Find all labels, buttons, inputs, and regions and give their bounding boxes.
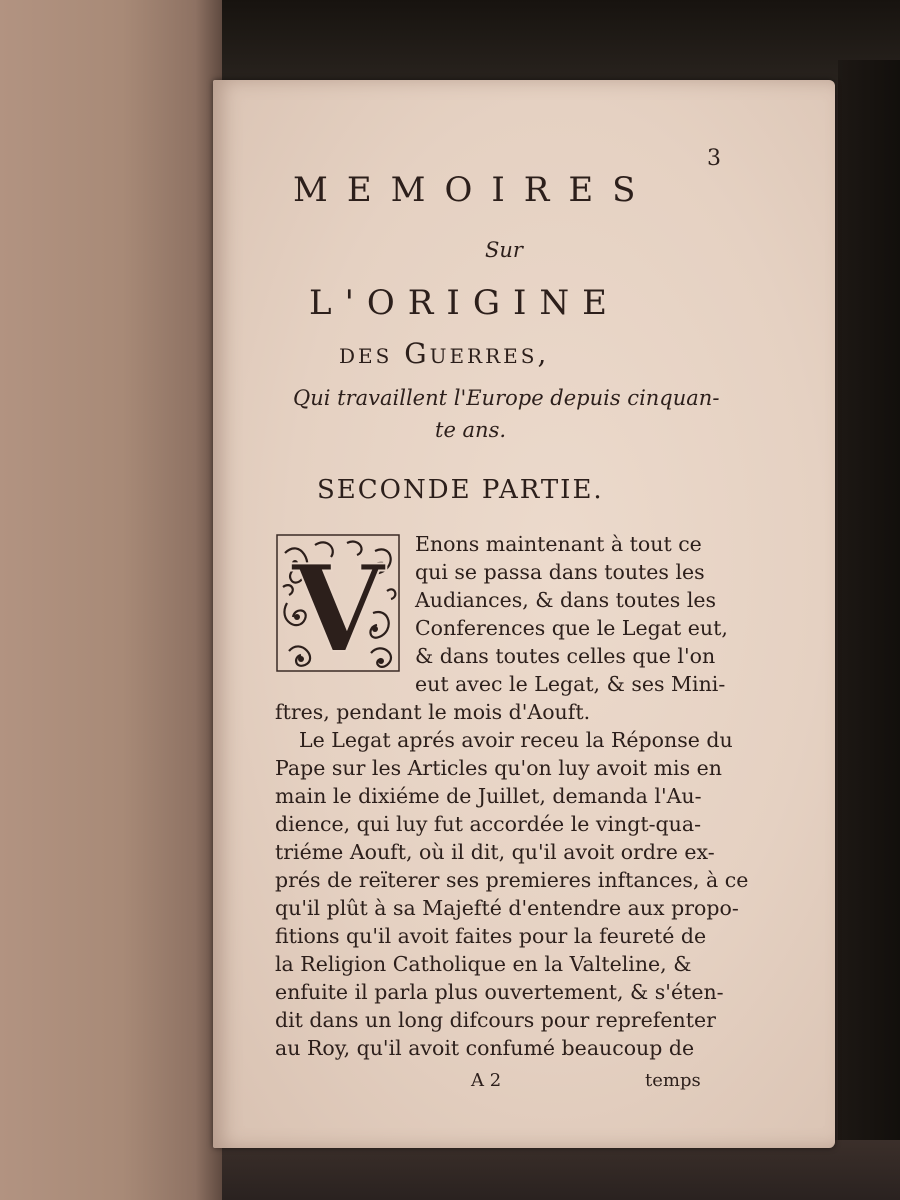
right-page (213, 80, 835, 1148)
ornamental-drop-cap (275, 533, 401, 673)
text-line: triéme Aouft, où il dit, qu'il avoit ordre ex- (275, 840, 715, 864)
text-line: Audiances, & dans toutes les (415, 588, 717, 612)
page-title: MEMOIRES (293, 170, 655, 210)
text-line: dience, qui luy fut accordée le vingt-qua- (275, 812, 701, 836)
catchword: temps (645, 1070, 701, 1091)
drop-cap-letter: V (291, 539, 385, 673)
title-guerres: des Guerres, (339, 337, 550, 370)
text-line: main le dixiéme de Juillet, demanda l'Au- (275, 784, 702, 808)
text-line: au Roy, qu'il avoit confumé beaucoup de (275, 1036, 695, 1060)
text-line: la Religion Catholique en la Valteline, & (275, 952, 692, 976)
title-origine: L'ORIGINE (309, 283, 620, 323)
subtitle-line-1: Qui travaillent l'Europe depuis cinquan- (293, 386, 720, 410)
signature-mark: A 2 (471, 1070, 502, 1091)
text-line: Enons maintenant à tout ce (415, 532, 702, 556)
text-line: fitions qu'il avoit faites pour la feureté de (275, 924, 707, 948)
text-line: enfuite il parla plus ouvertement, & s'éten- (275, 980, 724, 1004)
subtitle-line-2: te ans. (435, 418, 507, 442)
page-number: 3 (707, 146, 721, 171)
background-bottom (170, 1140, 900, 1200)
text-line: ftres, pendant le mois d'Aouft. (275, 700, 591, 724)
left-page (0, 0, 222, 1200)
text-line: Le Legat aprés avoir receu la Réponse du (299, 728, 733, 752)
text-line: qui se passa dans toutes les (415, 560, 705, 584)
text-line: Conferences que le Legat eut, (415, 616, 728, 640)
part-heading: SECONDE PARTIE. (317, 475, 604, 505)
background-right (838, 60, 900, 1200)
text-line: dit dans un long difcours pour reprefenter (275, 1008, 716, 1032)
text-line: qu'il plût à sa Majefté d'entendre aux propo- (275, 896, 739, 920)
text-line: & dans toutes celles que l'on (415, 644, 716, 668)
text-line: prés de reïterer ses premieres inftances, à ce (275, 868, 749, 892)
text-line: Pape sur les Articles qu'on luy avoit mis en (275, 756, 722, 780)
title-sur: Sur (485, 238, 523, 262)
text-line: eut avec le Legat, & ses Mini- (415, 672, 726, 696)
